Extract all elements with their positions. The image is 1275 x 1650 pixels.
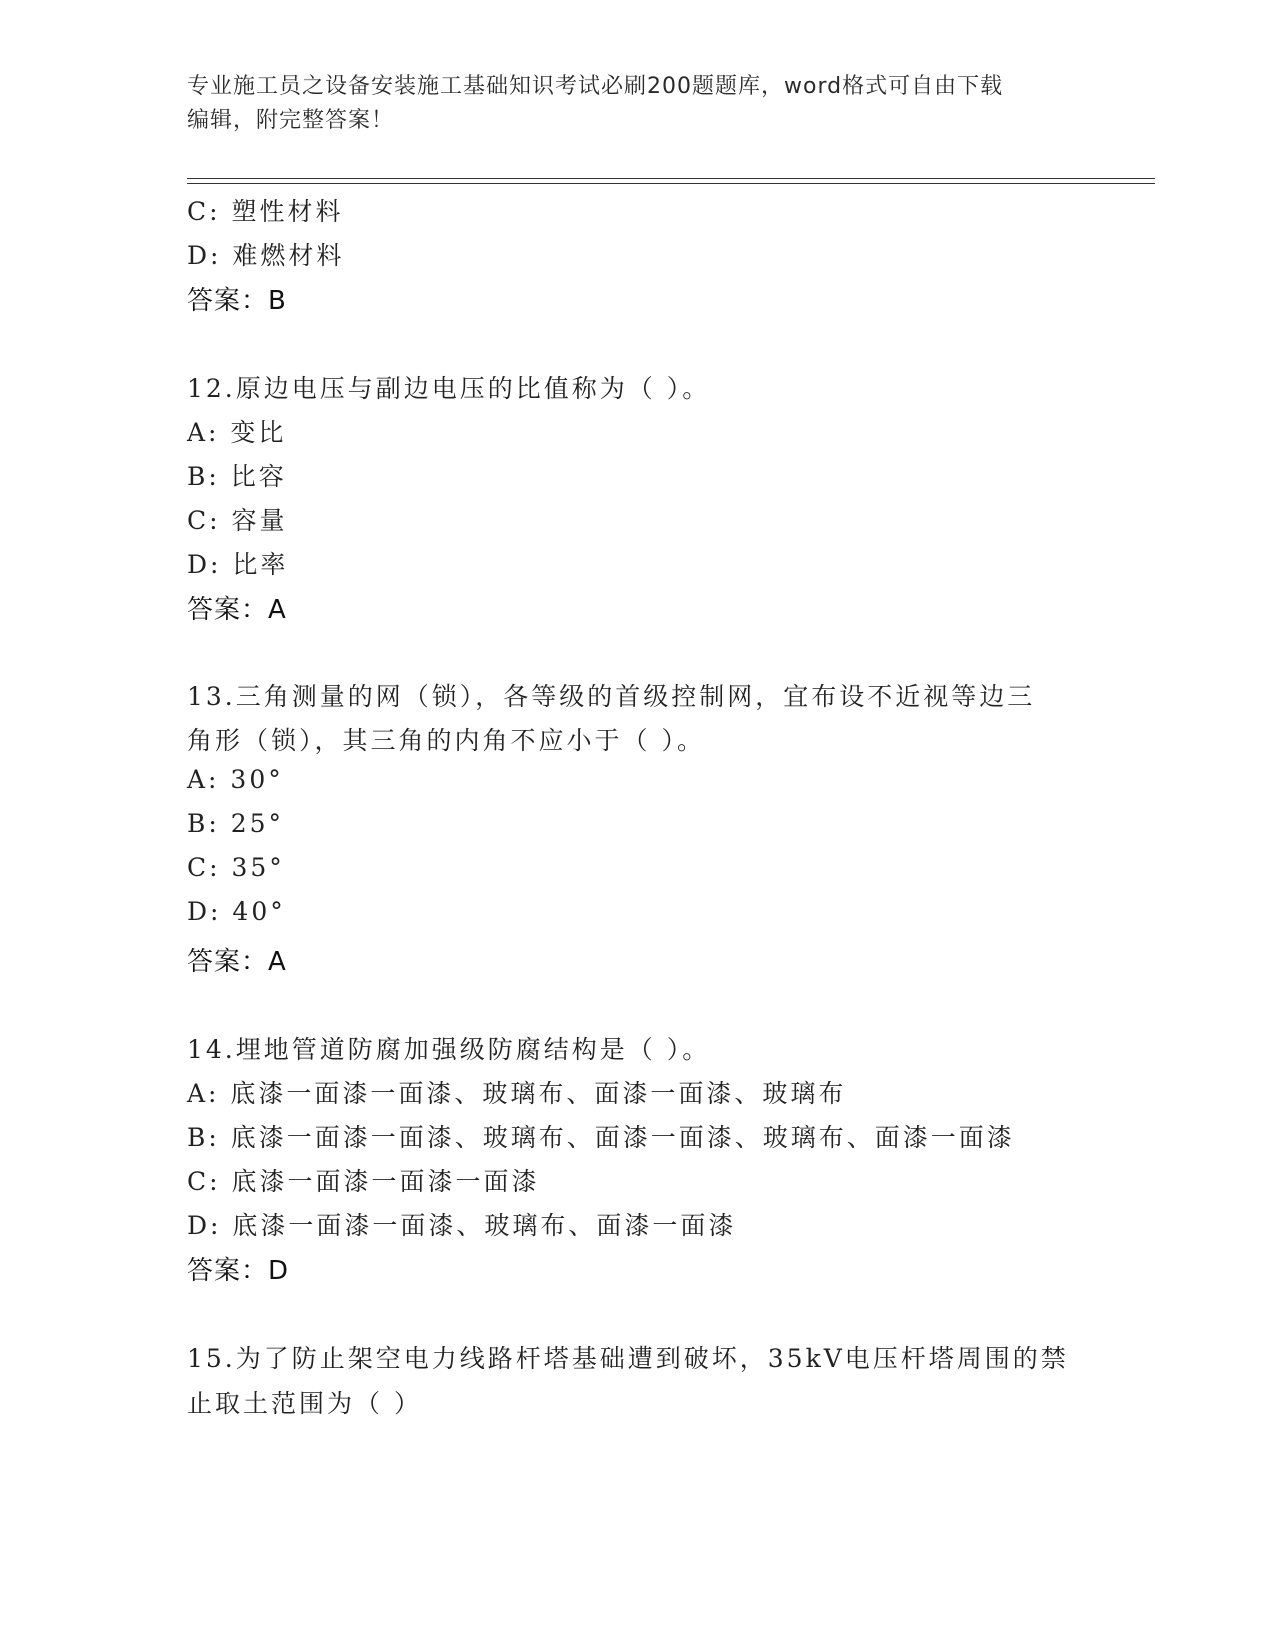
- header-title-line-1: 专业施工员之设备安装施工基础知识考试必刷200题题库，word格式可自由下载: [187, 74, 1004, 99]
- q14-option-a: A: 底漆一面漆一面漆、玻璃布、面漆一面漆、玻璃布: [187, 1079, 847, 1108]
- q12-answer: 答案：A: [187, 595, 287, 625]
- q13-option-c: C: 35°: [187, 853, 285, 882]
- header-divider-top: [187, 178, 1155, 179]
- q14-option-c: C: 底漆一面漆一面漆一面漆: [187, 1167, 540, 1196]
- q12-stem: 12.原边电压与副边电压的比值称为（ ）。: [187, 374, 711, 403]
- q14-stem: 14.埋地管道防腐加强级防腐结构是（ ）。: [187, 1035, 711, 1064]
- q11-answer: 答案：B: [187, 286, 287, 316]
- q13-answer: 答案：A: [187, 947, 287, 977]
- q13-stem-line-1: 13.三角测量的网（锁），各等级的首级控制网，宜布设不近视等边三: [187, 682, 1036, 711]
- q13-stem-line-2: 角形（锁），其三角的内角不应小于（ ）。: [187, 726, 705, 755]
- q12-option-a: A: 变比: [187, 418, 287, 447]
- header-title-line-2: 编辑，附完整答案！: [187, 108, 395, 133]
- q12-option-b: B: 比容: [187, 462, 287, 491]
- document-header: [187, 70, 1087, 138]
- q12-option-c: C: 容量: [187, 506, 288, 535]
- q15-stem-line-2: 止取土范围为（ ）: [187, 1389, 422, 1418]
- q13-option-d: D: 40°: [187, 897, 286, 926]
- q11-option-d: D: 难燃材料: [187, 241, 345, 270]
- header-divider-bottom: [187, 183, 1155, 184]
- q15-stem-line-1: 15.为了防止架空电力线路杆塔基础遭到破坏，35kV电压杆塔周围的禁: [187, 1344, 1069, 1373]
- q14-answer: 答案：D: [187, 1256, 290, 1286]
- q11-option-c: C: 塑性材料: [187, 197, 344, 226]
- q14-option-d: D: 底漆一面漆一面漆、玻璃布、面漆一面漆: [187, 1211, 737, 1240]
- q13-option-a: A: 30°: [187, 765, 284, 794]
- q12-option-d: D: 比率: [187, 550, 289, 579]
- q13-option-b: B: 25°: [187, 809, 285, 838]
- q14-option-b: B: 底漆一面漆一面漆、玻璃布、面漆一面漆、玻璃布、面漆一面漆: [187, 1123, 1015, 1152]
